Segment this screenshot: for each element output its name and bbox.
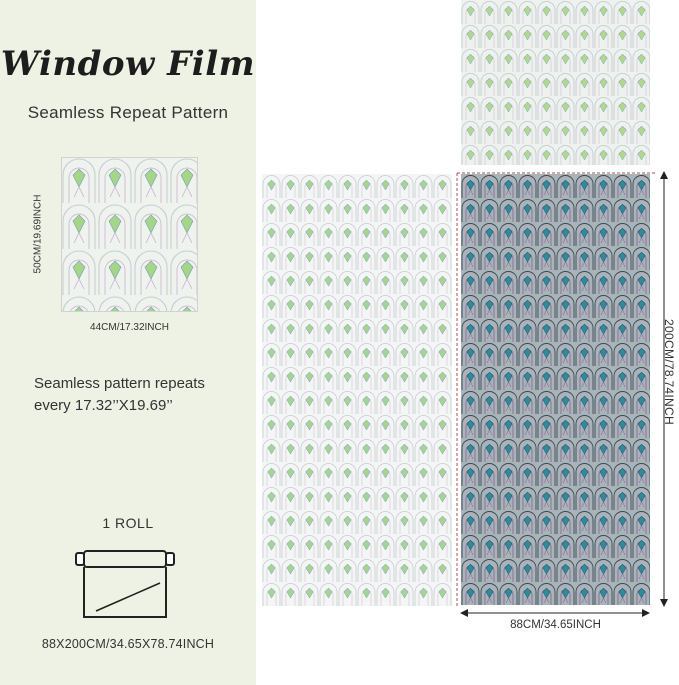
roll-count-label: 1 ROLL [102,515,154,531]
repeat-description [34,373,244,417]
swatch-height-label: 50CM/19.69INCH [32,194,44,274]
dimension-lines [452,165,679,635]
arrow-icon [660,171,668,179]
pattern-swatch [61,157,198,312]
roll-width-label: 88CM/34.65INCH [510,619,601,631]
swatch-pattern [61,157,198,312]
product-title: Window Film [0,44,256,84]
arrow-icon [642,609,650,617]
roll-size-label: 88X200CM/34.65X78.74INCH [41,637,215,651]
product-subtitle: Seamless Repeat Pattern [27,103,229,122]
pattern-preview-top [461,0,650,165]
pattern-preview-light [262,174,452,606]
repeat-description-line-2: every 17.32’’X19.69’’ [34,397,173,414]
arrow-icon [460,609,468,617]
repeat-description-line-1: Seamless pattern repeats [34,375,205,392]
swatch-width-label: 44CM/17.32INCH [90,322,169,333]
arrow-icon [660,599,668,607]
film-roll-icon [72,543,178,623]
info-panel [0,0,256,685]
roll-height-label: 200CM/78.74INCH [662,319,676,425]
